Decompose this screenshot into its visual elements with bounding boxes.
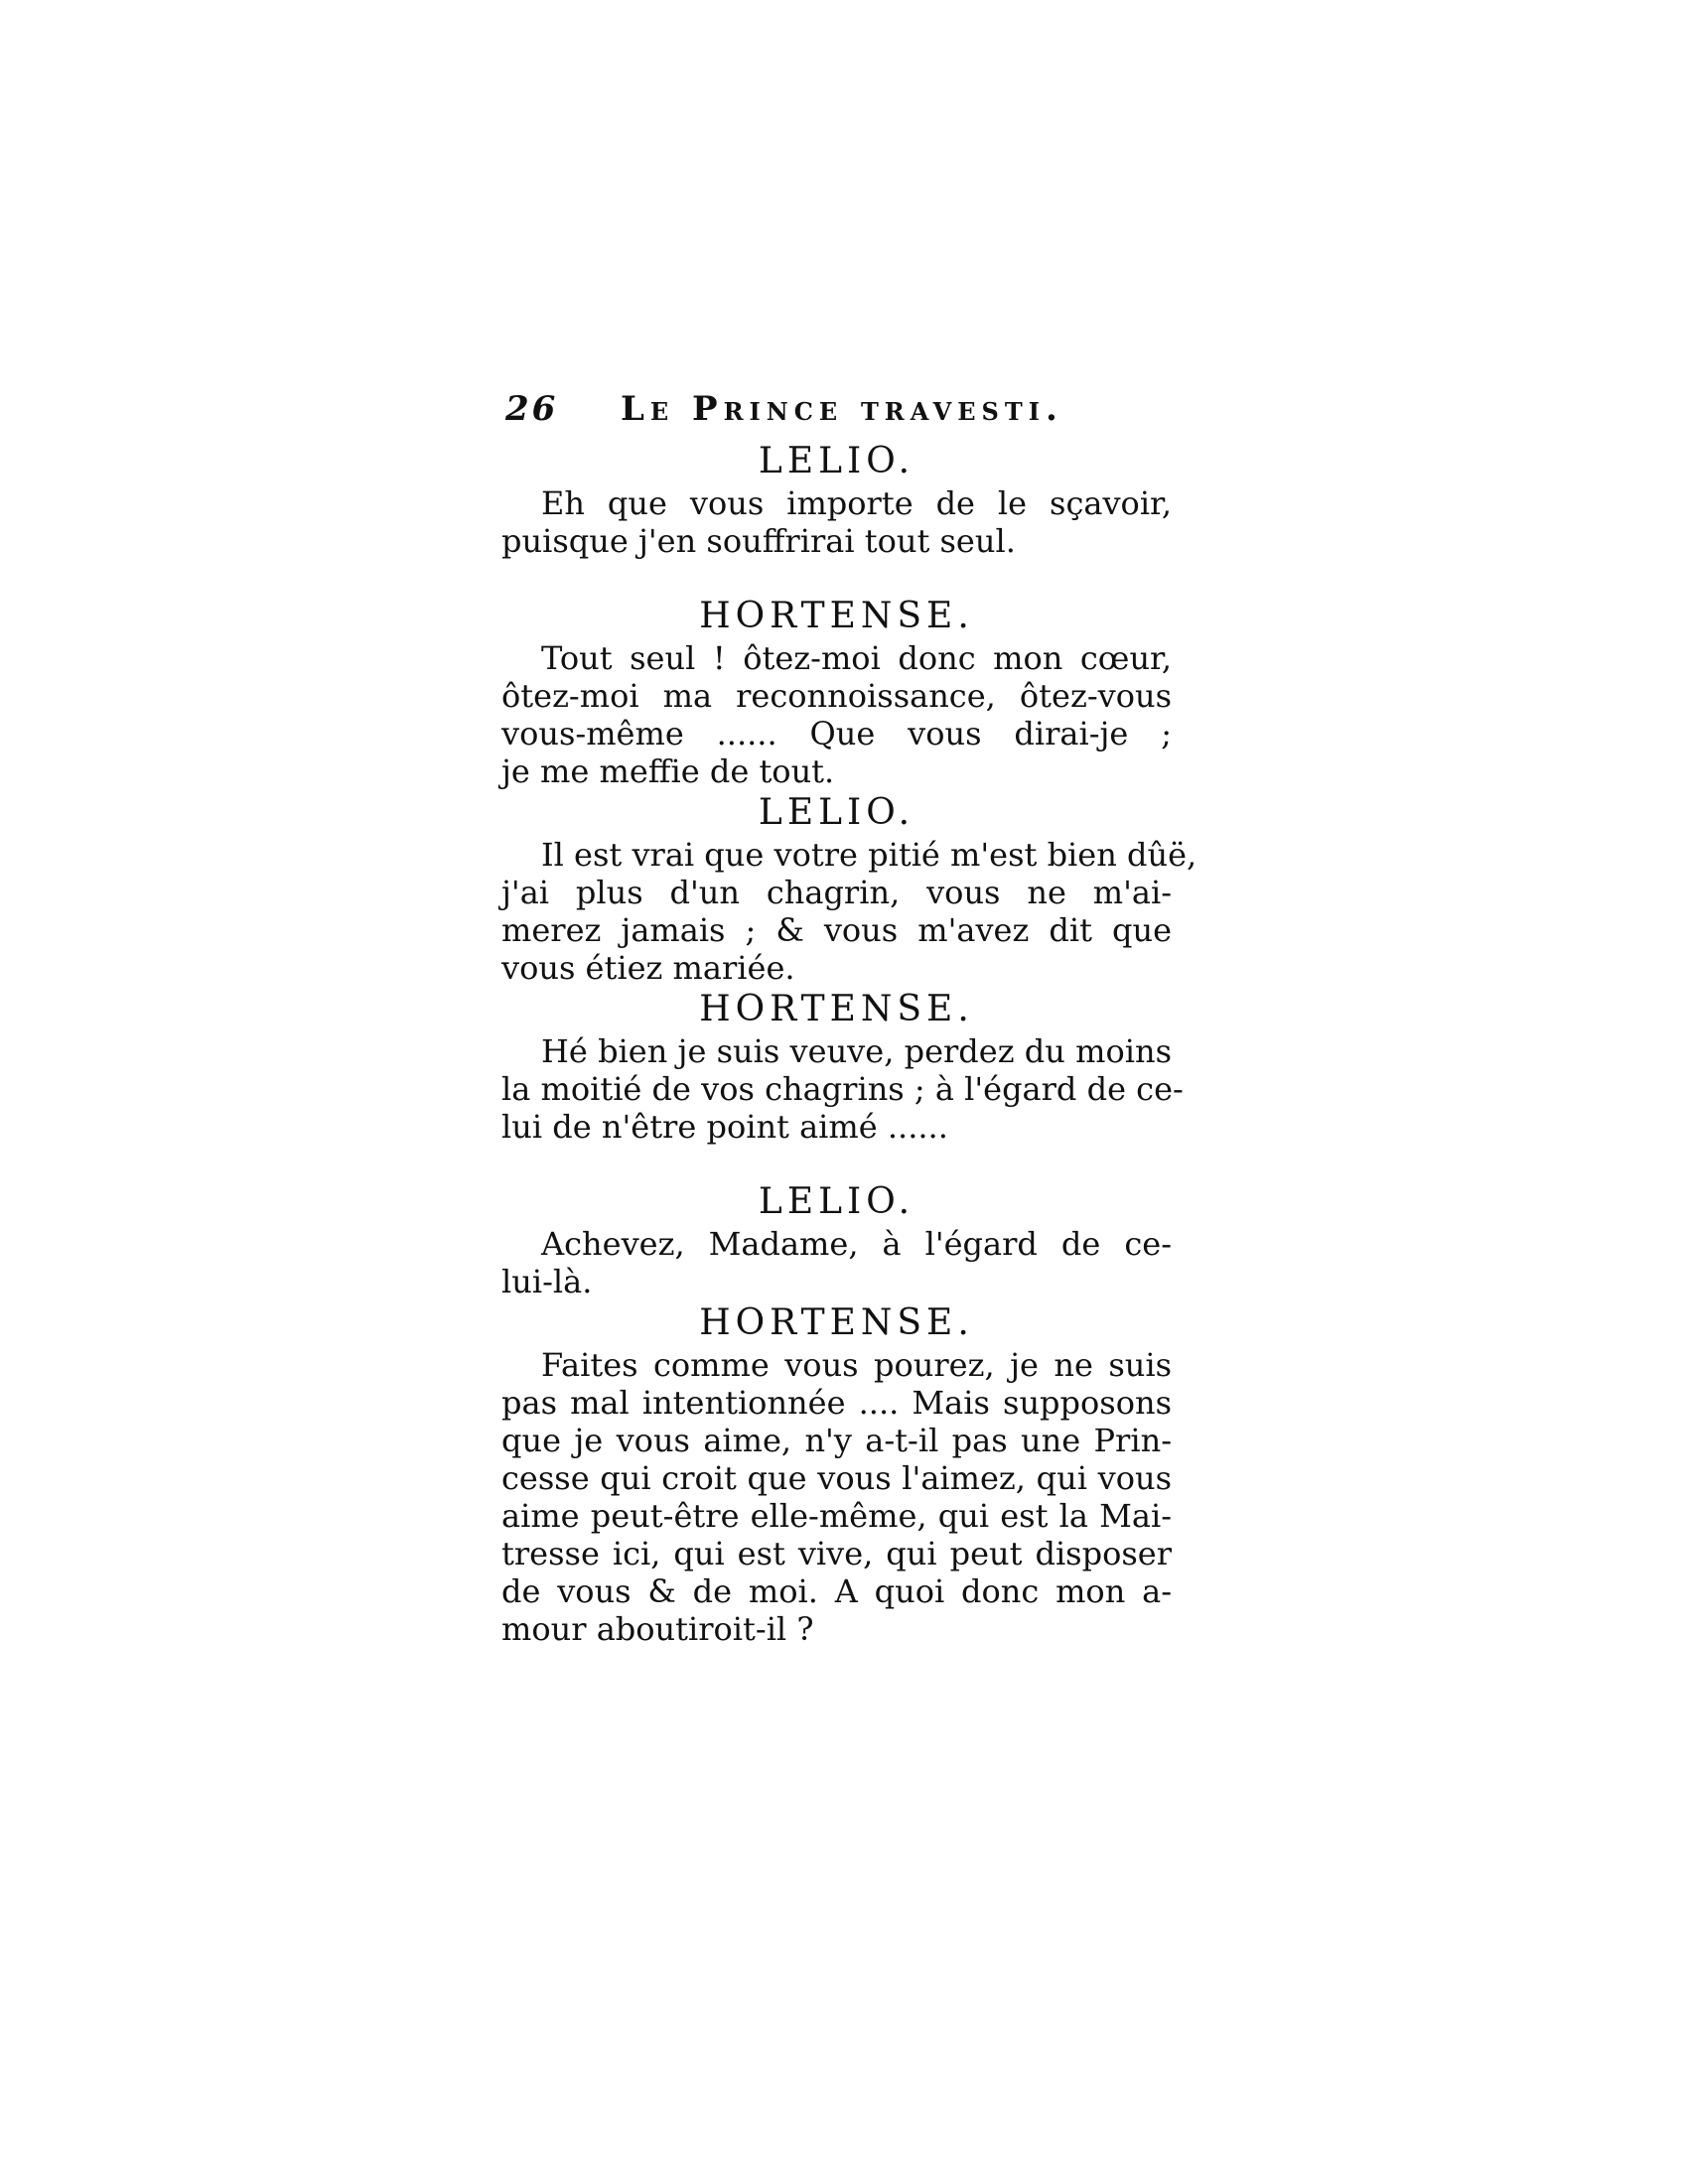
speech-hortense-2: [501, 987, 1184, 1146]
dialogue-line: que je vous aime, n'y a-t-il pas une Prin-: [501, 1422, 1172, 1459]
dialogue-line: pas mal intentionnée .... Mais supposons: [501, 1384, 1172, 1422]
dialogue-line: vous étiez mariée.: [501, 949, 795, 987]
speech-lelio-2: [501, 790, 1197, 987]
dialogue-line: aime peut-être elle-même, qui est la Mai-: [501, 1497, 1172, 1535]
book-page: [501, 389, 1197, 1648]
speaker-name: HORTENSE.: [699, 989, 974, 1029]
speech-lelio-1: [501, 439, 1172, 560]
dialogue-line: Eh que vous importe de le sçavoir,: [541, 484, 1172, 522]
speech-hortense-3: [501, 1300, 1172, 1648]
dialogue-line: j'ai plus d'un chagrin, vous ne m'ai-: [501, 874, 1172, 911]
dialogue-line: merez jamais ; & vous m'avez dit que: [501, 911, 1172, 949]
dialogue-line: tresse ici, qui est vive, qui peut disposer: [501, 1535, 1172, 1572]
running-title: Le Prince travesti.: [621, 389, 1063, 429]
dialogue-line: Hé bien je suis veuve, perdez du moins: [541, 1032, 1172, 1070]
speaker-name: LELIO.: [758, 792, 915, 833]
page-header: [501, 389, 1172, 439]
page-number: 26: [505, 389, 559, 429]
dialogue-line: Faites comme vous pourez, je ne suis: [541, 1346, 1172, 1384]
dialogue-line: ôtez-moi ma reconnoissance, ôtez-vous: [501, 677, 1172, 715]
speaker-name: HORTENSE.: [699, 596, 974, 636]
dialogue-line: Il est vrai que votre pitié m'est bien dûë,: [541, 836, 1197, 874]
speech-hortense-1: [501, 594, 1172, 790]
speech-lelio-3: [501, 1179, 1172, 1300]
dialogue-line: vous-même ...... Que vous dirai-je ;: [501, 715, 1172, 752]
dialogue-line: de vous & de moi. A quoi donc mon a-: [501, 1572, 1172, 1610]
dialogue-line: mour aboutiroit-il ?: [501, 1610, 814, 1648]
dialogue-line: lui-là.: [501, 1263, 593, 1300]
dialogue-line: la moitié de vos chagrins ; à l'égard de ce-: [501, 1070, 1184, 1108]
speaker-name: HORTENSE.: [699, 1302, 974, 1343]
dialogue-line: je me meffie de tout.: [501, 752, 835, 790]
dialogue-line: Achevez, Madame, à l'égard de ce-: [541, 1225, 1172, 1263]
dialogue-line: puisque j'en souffrirai tout seul.: [501, 522, 1016, 560]
dialogue-line: Tout seul ! ôtez-moi donc mon cœur,: [541, 639, 1172, 677]
speaker-name: LELIO.: [758, 1181, 915, 1222]
dialogue-line: lui de n'être point aimé ......: [501, 1108, 948, 1146]
speaker-name: LELIO.: [758, 441, 915, 481]
dialogue-line: cesse qui croit que vous l'aimez, qui vous: [501, 1459, 1172, 1497]
